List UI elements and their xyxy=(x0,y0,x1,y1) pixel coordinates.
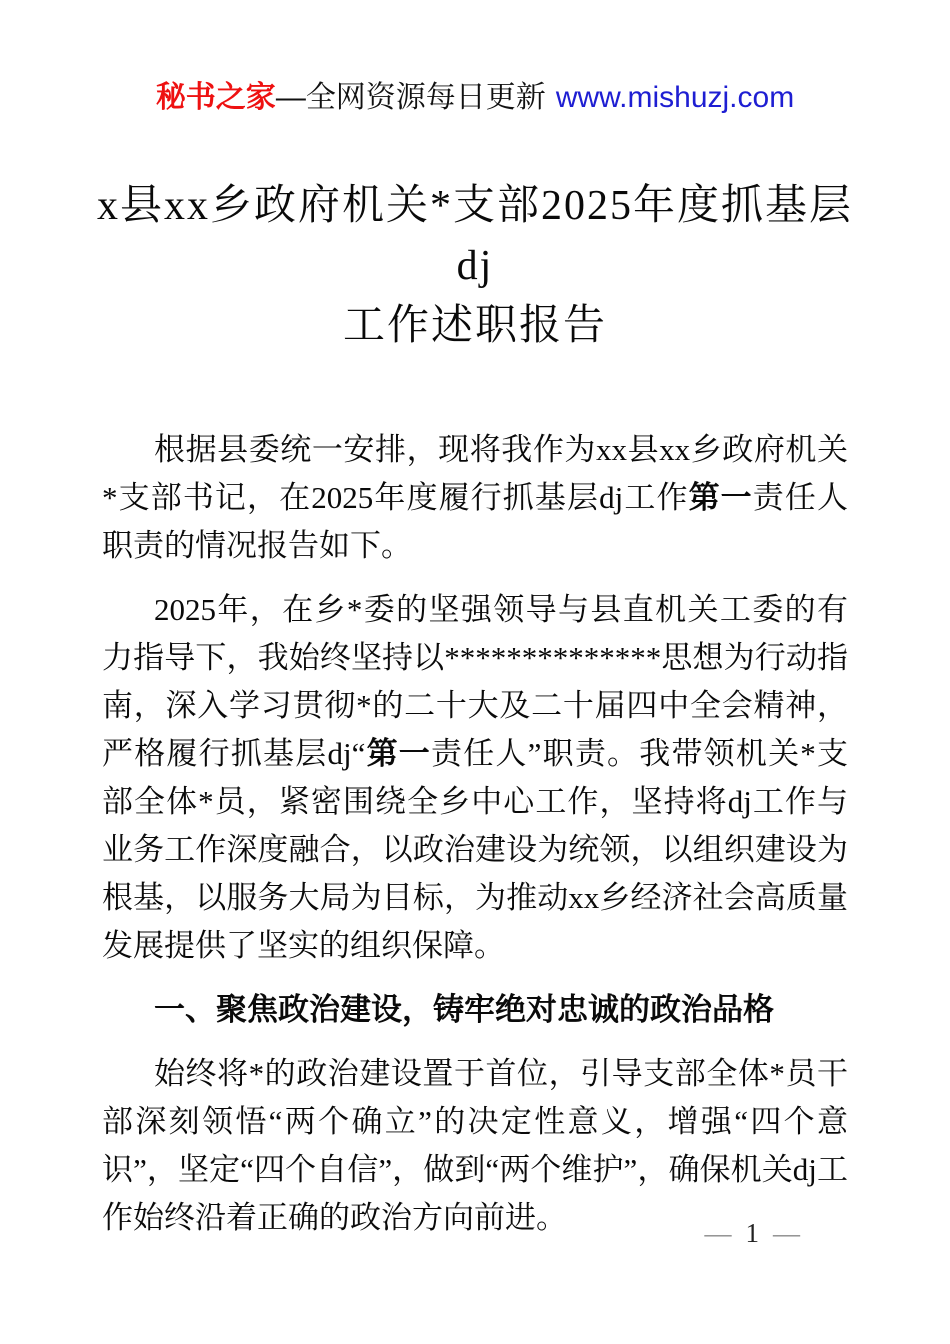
text-run: 责任人职责的情况报告如下。 xyxy=(102,480,848,563)
header-tagline: —全网资源每日更新 xyxy=(275,81,546,114)
document-title-line-1: x县xx乡政府机关*支部2025年度抓基层dj xyxy=(96,183,853,289)
body-paragraph xyxy=(102,1050,848,1242)
bold-text-run: 第一 xyxy=(688,480,753,515)
bold-text-run: 一、聚焦政治建设，铸牢绝对忠诚的政治品格 xyxy=(154,992,774,1027)
text-run: 2025年，在乡*委的坚强领导与县直机关工委的有力指导下，我始终坚持以**************思想为行动指南，深入学习贯彻*的二十大及二十届四中全会精神，严格履行抓基层dj“ xyxy=(102,592,848,771)
text-run: 根据县委统一安排，现将我作为xx县xx乡政府机关*支部书记，在2025年度履行抓基层dj工作 xyxy=(102,432,848,515)
site-brand: 秘书之家 xyxy=(155,81,276,114)
site-header xyxy=(0,0,950,118)
body-paragraph xyxy=(102,586,848,970)
document-body xyxy=(0,426,950,1242)
document-title xyxy=(80,176,870,356)
site-url-link[interactable]: www.mishuzj.com xyxy=(555,81,795,114)
document-title-line-2: 工作述职报告 xyxy=(342,303,607,349)
bold-text-run: 第一 xyxy=(365,736,431,771)
text-run: 责任人”职责。我带领机关*支部全体*员，紧密围绕全乡中心工作，坚持将dj工作与业务工作深度融合，以政治建设为统领，以组织建设为根基，以服务大局为目标，为推动xx乡经济社会高质量发展提供了坚实的组织保障。 xyxy=(102,736,849,963)
body-paragraph xyxy=(102,426,848,570)
text-run: 始终将*的政治建设置于首位，引导支部全体*员干部深刻领悟“两个确立”的决定性意义，增强“四个意识”，坚定“四个自信”，做到“两个维护”，确保机关dj工作始终沿着正确的政治方向前进。 xyxy=(102,1056,848,1235)
page-number-dash-left: — xyxy=(704,1218,732,1248)
page-footer xyxy=(705,1218,801,1249)
section-heading xyxy=(102,986,848,1034)
page-number-dash-right: — xyxy=(773,1218,800,1248)
page-number: 1 xyxy=(745,1218,759,1248)
